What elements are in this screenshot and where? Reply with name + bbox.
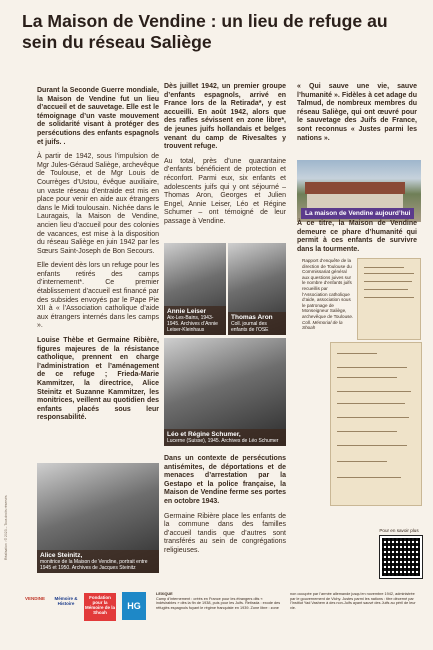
paragraph: Dans un contexte de persécutions antisémites, de déportations et de menaces d’arrestation par la Gestapo et la police française, la Maison de Vendine ferme ses portes en octobre 1943. bbox=[164, 455, 286, 505]
annie-name: Annie Leiser bbox=[167, 307, 207, 315]
alice-caption bbox=[37, 550, 159, 574]
alice-photo bbox=[37, 463, 159, 573]
qr-code[interactable] bbox=[380, 536, 422, 578]
paragraph: Germaine Ribière place les enfants de la commune dans des familles d’accueil tandis que d’autres sont transférés au sein de congrégations religieuses. bbox=[164, 512, 286, 554]
report-credit: Coll. Mémorial de la Shoah bbox=[302, 319, 343, 331]
paragraph: À partir de 1942, sous l’impulsion de Mgr Jules-Géraud Saliège, archevêque de Toulouse, et de Mgr Louis de Courrèges d’Ustou, évêque auxiliaire, un vaste réseau d’entraide est mis en place pour venir en aide aux étrangers dans le Midi toulousain. Nichée dans le Lauragais, la Maison de Vendine, ancien lieu d’accueil pour des colonies de vacances, est mise à la disposition du réseau Saliège en juin 1942 par les Sœurs Saint-Joseph de Bon Secours. bbox=[37, 153, 159, 255]
qr-label: Pour en savoir plus bbox=[379, 528, 419, 533]
leo-caption-text: Lucerne (Suisse), 1945. Archives de Léo Schumer bbox=[167, 438, 279, 444]
logo-vendine: VENDINE bbox=[24, 596, 45, 601]
house-photo-label: La maison de Vendine aujourd’hui bbox=[301, 208, 414, 219]
column-right-lower bbox=[297, 220, 417, 260]
column-middle-lower bbox=[164, 455, 286, 562]
logo-memoire: Mémoire & Histoire bbox=[54, 596, 78, 606]
paragraph: Dès juillet 1942, un premier groupe d’enfants espagnols, arrivé en France lors de la Retirada*, y est accueilli. En août 1942, alors que des rafles sévissent en zone libre*, de jeunes juifs hollandais et belges venant du camp de Rivesaltes y trouvent refuge. bbox=[164, 83, 286, 151]
page-title: La Maison de Vendine : un lieu de refuge au sein du réseau Saliège bbox=[22, 11, 388, 52]
thomas-photo bbox=[228, 243, 286, 335]
logo-hg: HG bbox=[122, 592, 146, 620]
lexicon-text: Camp d’internement : créés en France pour les étrangers dits « indésirables » dès la fin de 1938, puis pour les Juifs. Retirada : exode des réfugiés espagnols fuyant le régime franquiste en 1939. Zone libre : zone non occupée par l’armée allemande jusqu’en novembre 1942, administrée par le gouvernement de Vichy. Justes parmi les nations : titre décerné par l’Institut Yad Vashem à des non-Juifs ayant sauvé des Juifs au péril de leur vie. bbox=[156, 592, 416, 610]
thomas-name: Thomas Aron bbox=[231, 313, 273, 321]
house-photo bbox=[297, 160, 421, 222]
paragraph: Elle devient dès lors un refuge pour les enfants retirés des camps d’internement*. Ce premier établissement d’accueil est financé par des subsides envoyés par le Pape Pie XII à « l’Association catholique d’aide aux étrangers internés dans les camps ». bbox=[37, 262, 159, 330]
leo-regine-photo bbox=[164, 338, 286, 446]
annie-caption-text: Aix-Les-Bains, 1943-1945. Archives d’Annie Leiser-Kleinhaus bbox=[167, 315, 218, 333]
column-intro bbox=[37, 87, 159, 429]
archive-document bbox=[357, 258, 421, 340]
alice-caption-text: monitrice de la Maison de Vendine, portrait entre 1945 et 1950. Archives de Jacques Steinitz bbox=[40, 559, 148, 571]
house-roof bbox=[305, 182, 405, 194]
paragraph: À ce titre, la Maison de Vendine demeure ce phare d’humanité qui permit à ces enfants de survivre dans la tourmente. bbox=[297, 220, 417, 253]
thomas-caption-text: Coll. journal des enfants de l’OSE bbox=[231, 321, 269, 333]
logo-fondation: Fondation pour la Mémoire de la Shoah bbox=[84, 593, 116, 621]
column-right bbox=[297, 83, 417, 149]
paragraph: Durant la Seconde Guerre mondiale, la Maison de Vendine fut un lieu d’accueil et de sauvetage. Elle est le témoignage d’un vaste mouvement de solidarité visant à protéger des persécutions des enfants espagnols et juifs. . bbox=[37, 87, 159, 146]
thomas-caption bbox=[228, 312, 286, 336]
archive-document bbox=[330, 342, 422, 506]
leo-name: Léo et Régine Schumer, bbox=[167, 430, 241, 438]
report-caption-text: Rapport d’enquête de la direction de Toulouse du Commissariat général aux questions juives sur le nombre d’enfants juifs recueillis par l’Association catholique d’aide, association sous le patronage de Monseigneur Saliège, archevêque de Toulouse. bbox=[302, 258, 354, 319]
paragraph: Au total, près d’une quarantaine d’enfants bénéficient de protection et réconfort. Parmi eux, six enfants et adolescents juifs qui y ont séjourné – Thomas Aron, Georges et Julien Engel, Annie Leiser, Léo et Régine Schumer – ont témoigné de leur passage à Vendine. bbox=[164, 157, 286, 225]
annie-photo bbox=[164, 243, 226, 335]
lexicon bbox=[156, 592, 416, 610]
lexicon-title: LEXIQUE bbox=[156, 592, 173, 596]
annie-caption bbox=[164, 306, 226, 336]
column-middle bbox=[164, 83, 286, 233]
alice-name: Alice Steinitz, bbox=[40, 551, 83, 559]
leo-caption bbox=[164, 429, 286, 447]
quote-paragraph: « Qui sauve une vie, sauve l’humanité ». Fidèles à cet adage du Talmud, de nombreux membres du réseau Saliège, qui ont œuvré pour le sauvetage des Juifs de France, sont reconnus « Justes parmi les nations ». bbox=[297, 83, 417, 142]
side-credit: Réalisation : © 2023 – Tous droits réservés bbox=[4, 495, 8, 560]
report-caption bbox=[302, 258, 354, 331]
paragraph: Louise Thèbe et Germaine Ribière, figures majeures de la résistance catholique, prennent en charge l’administration et l’aménagement de ce refuge ; Frieda-Marie Kammitzer, la directrice, Alice Steinitz et Suzanne Kammitzer, les monitrices, veillent au quotidien des enfants placés sous leur responsabilité. bbox=[37, 337, 159, 422]
